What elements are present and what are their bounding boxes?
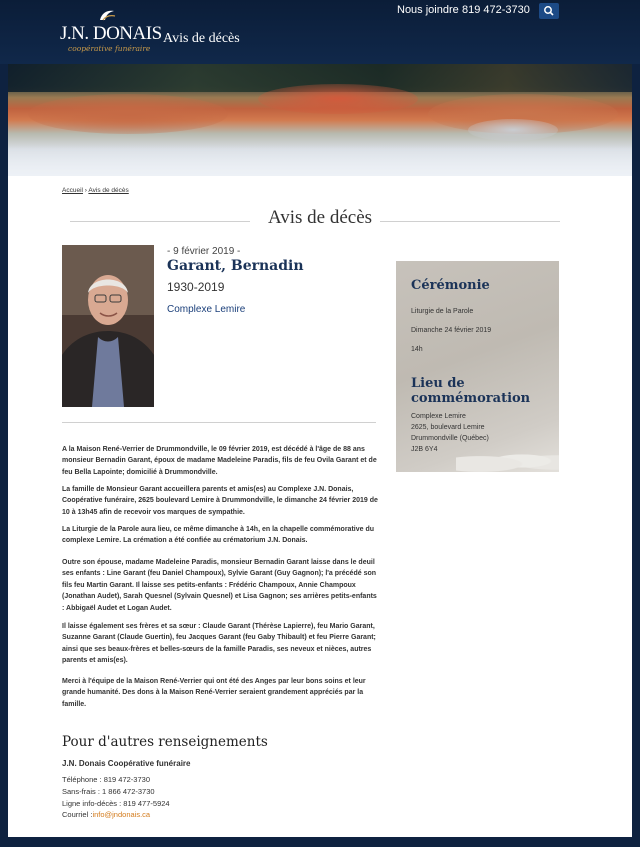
location-heading-line1: Lieu de <box>411 376 465 391</box>
content-divider <box>62 422 376 423</box>
deceased-name: Garant, Bernadin <box>167 258 304 274</box>
page-footer-bar <box>0 837 640 847</box>
deceased-portrait <box>62 245 154 407</box>
obituary-paragraph: Outre son épouse, madame Madeleine Paradis, monsieur Bernadin Garant laisse dans le deuil ses enfants : Line Garant (feu Daniel Champoux), Sylvie Garant (Guy Gagnon); l'a précédé son fils feu Martin Garant. Il laisse ses petits-enfants : Frédéric Champoux, Annie Champoux (Jonathan Audet), Sarah Quesnel (Sylvain Quesnel) et Lisa Gagnon; ses arrières petits-enfants : Abbigaël Audet et Logan Audet. <box>62 559 377 612</box>
logo-tagline: coopérative funéraire <box>68 44 151 53</box>
title-rule-right <box>380 221 560 222</box>
obituary-paragraph: La famille de Monsieur Garant accueillera parents et amis(es) au Complexe J.N. Donais, Coopérative funéraire, 2625 boulevard Lemire à Drummondville, le dimanche 24 février 2019 de 10 à 13h45 afin de recevoir vos marques de sympathie. <box>62 486 378 516</box>
obituary-date: - 9 février 2019 - <box>167 246 241 257</box>
location-city: Drummondville (Québec) <box>411 435 489 442</box>
banner-mist <box>8 146 632 176</box>
ceremony-date: Dimanche 24 février 2019 <box>411 327 492 334</box>
site-header <box>0 0 640 64</box>
ceremony-type: Liturgie de la Parole <box>411 308 474 315</box>
breadcrumb <box>62 187 129 194</box>
breadcrumb-separator: › <box>84 187 87 194</box>
more-info-email-row <box>62 810 150 819</box>
search-button[interactable] <box>539 3 559 19</box>
email-label: Courriel : <box>62 810 93 819</box>
location-name: Complexe Lemire <box>411 413 466 420</box>
more-info-info-line: Ligne info-décès : 819 477-5924 <box>62 799 170 808</box>
panel-background-stones <box>456 446 559 472</box>
obituary-paragraph: La Liturgie de la Parole aura lieu, ce même dimanche à 14h, en la chapelle commémorative du complexe Lemire. La crémation a été confiée au crématorium J.N. Donais. <box>62 526 375 545</box>
logo-emblem-icon <box>98 8 116 22</box>
banner-foliage <box>28 94 228 134</box>
location-postal-code: J2B 6Y4 <box>411 446 438 453</box>
breadcrumb-home[interactable]: Accueil <box>62 187 83 194</box>
more-info-heading: Pour d'autres renseignements <box>62 734 268 750</box>
logo-name: J.N. DONAIS <box>60 23 162 44</box>
obituary-paragraph: Il laisse également ses frères et sa sœur : Claude Garant (Thérèse Lapierre), feu Mario Garant, Suzanne Garant (Claude Guertin), feu Jacques Garant (feu Gaby Thibault) et feu Pierre Garant; ainsi que ses beaux-frères et belles-sœurs de la famille Paradis, ses neveux et nièces, autres parents et amis(es). <box>62 623 376 665</box>
email-link[interactable]: info@jndonais.ca <box>92 810 151 819</box>
location-heading-line2: commémoration <box>411 391 531 406</box>
header-phone[interactable]: 819 472-3730 <box>462 4 530 16</box>
more-info-organization: J.N. Donais Coopérative funéraire <box>62 759 191 768</box>
portrait-image <box>62 245 154 407</box>
venue-link[interactable]: Complexe Lemire <box>167 304 246 315</box>
banner-foliage <box>258 84 418 114</box>
search-icon <box>539 3 559 19</box>
breadcrumb-current[interactable]: Avis de décès <box>88 187 129 194</box>
location-address: 2625, boulevard Lemire <box>411 424 485 431</box>
more-info-phone: Téléphone : 819 472-3730 <box>62 775 150 784</box>
hero-banner-image <box>8 64 632 176</box>
header-title: Avis de décès <box>163 31 240 46</box>
ceremony-heading: Cérémonie <box>411 278 490 293</box>
obituary-paragraph: Merci à l'équipe de la Maison René-Verrier qui ont été des Anges par leur bons soins et leur grande humanité. Des dons à la Maison René-Verrier seraient grandement appréciés par la famille. <box>62 678 366 708</box>
site-logo[interactable] <box>60 8 162 53</box>
main-content <box>8 176 632 837</box>
obituary-paragraph: A la Maison René-Verrier de Drummondville, le 09 février 2019, est décédé à l'âge de 88 ans monsieur Bernadin Garant, époux de madame Madeleine Paradis, fils de feu Ovila Garant et de feu Bella Lapointe; domicilié à Drummondville. <box>62 446 377 476</box>
more-info-toll-free: Sans-frais : 1 866 472-3730 <box>62 787 155 796</box>
ceremony-panel <box>396 261 559 472</box>
page-title: Avis de décès <box>267 207 373 228</box>
contact-link[interactable]: Nous joindre <box>397 4 459 16</box>
banner-rock <box>468 119 558 141</box>
ceremony-time: 14h <box>411 346 423 353</box>
life-years: 1930-2019 <box>167 280 225 294</box>
